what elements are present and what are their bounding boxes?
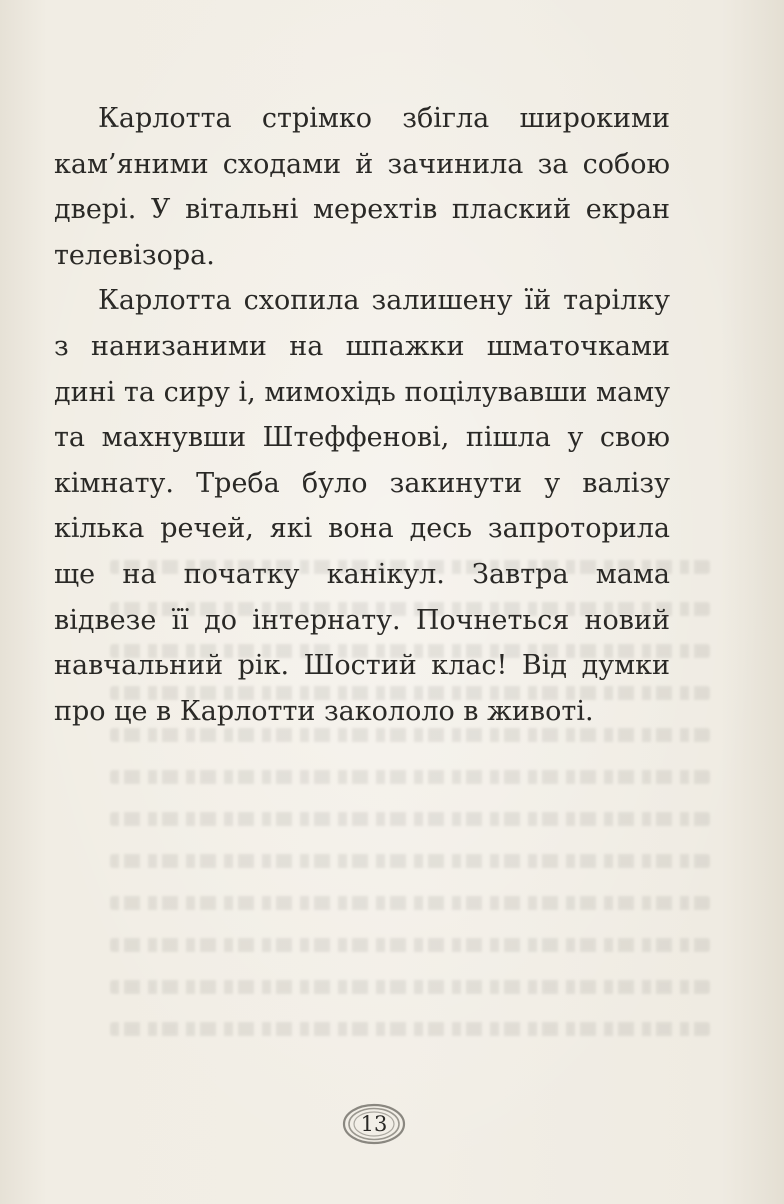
page-number: 13 [360,1112,388,1136]
paragraph-1: Карлотта стрімко збігла широкими кам’яними сходами й зачинила за собою двері. У вітальні мерехтів плаский екран телевізора. [54,103,670,271]
page-number-ornament [341,1102,407,1146]
paragraph-2: Карлотта схопила залишену їй тарілку з нанизаними на шпажки шматочками дині та сиру і, мимохідь поцілувавши маму та махнувши Штеффенові, пішла у свою кімнату. Треба було закинути у валізу кілька речей, які вона десь запроторила ще на початку канікул. Завтра мама відвезе її до інтернату. Почнеться новий навчальний рік. Шостий клас! Від думки про це в Карлотти закололо в животі. [54,285,670,727]
body-text [54,96,670,734]
